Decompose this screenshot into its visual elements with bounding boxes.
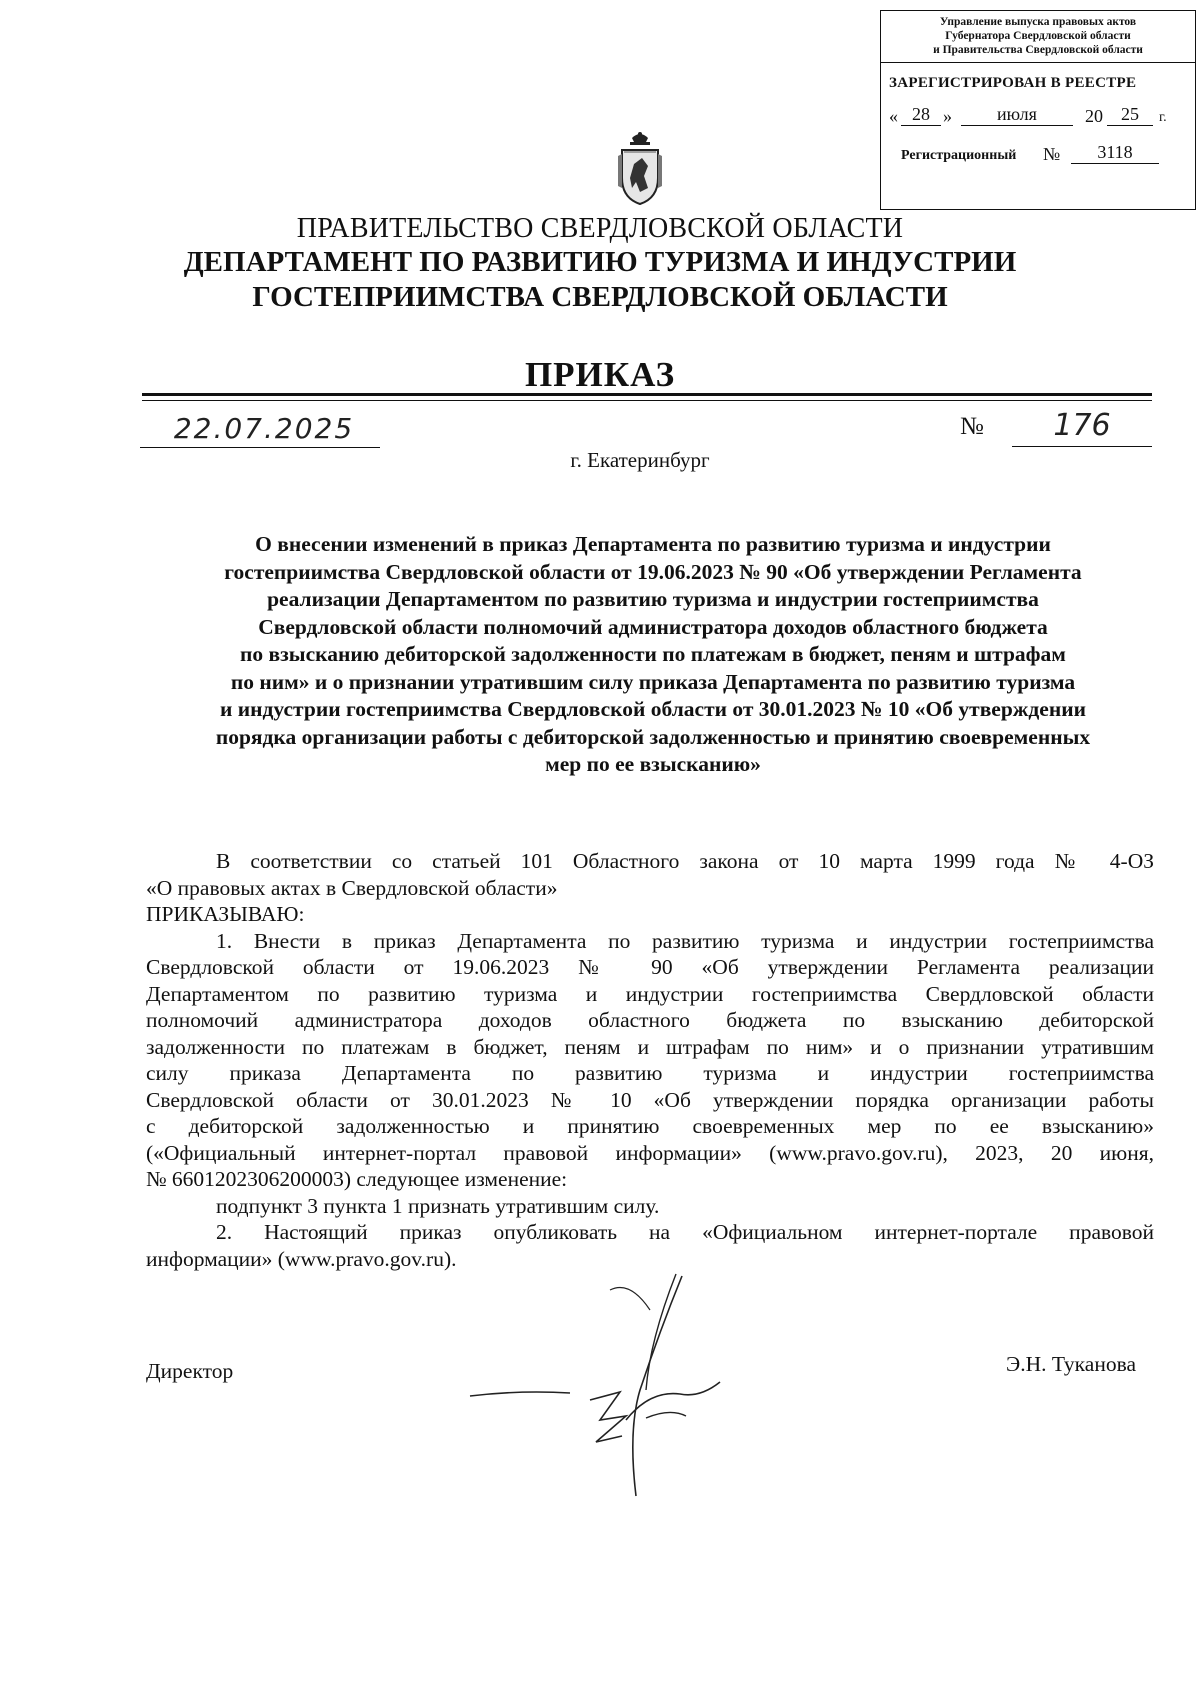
stamp-close-quote: »: [943, 106, 952, 126]
department-name-line1: ДЕПАРТАМЕНТ ПО РАЗВИТИЮ ТУРИЗМА И ИНДУСТРИИ: [183, 246, 1017, 278]
number-underline: [1012, 446, 1152, 447]
handwritten-date: 22.07.2025: [173, 412, 355, 445]
number-label: №: [960, 413, 984, 440]
item1-line: 1. Внести в приказ Департамента по развитию туризма и индустрии гостеприимства: [216, 928, 1154, 953]
item2-line: 2. Настоящий приказ опубликовать на «Официальном интернет-портале правовой: [216, 1220, 1154, 1244]
item2-line: информации» (www.pravo.gov.ru).: [146, 1246, 457, 1271]
handwritten-signature: [450, 1270, 730, 1500]
stamp-header-line: и Правительства Свердловской области: [933, 44, 1143, 56]
subject-line: Свердловской области полномочий администратора доходов областного бюджета: [258, 614, 1048, 639]
item1-line: Свердловской области от 19.06.2023 № 90 «Об утверждении Регламента реализации: [146, 955, 1154, 979]
subject-line: реализации Департаментом по развитию туризма и индустрии гостеприимства: [267, 587, 1039, 611]
registration-stamp: [880, 10, 1196, 210]
government-name: ПРАВИТЕЛЬСТВО СВЕРДЛОВСКОЙ ОБЛАСТИ: [296, 213, 904, 244]
stamp-day: 28: [901, 104, 941, 126]
order-subject: [150, 531, 1156, 779]
stamp-header-line: Управление выпуска правовых актов: [939, 16, 1137, 28]
stamp-month: июля: [961, 104, 1073, 126]
header-rule-thin: [142, 400, 1152, 401]
stamp-open-quote: «: [889, 106, 898, 126]
subject-line: и индустрии гостеприимства Свердловской области от 30.01.2023 № 10 «Об утверждении: [220, 697, 1086, 721]
item1-line: силу приказа Департамента по развитию туризма и индустрии гостеприимства: [146, 1061, 1154, 1085]
subject-line: по взысканию дебиторской задолженности по платежам в бюджет, пеням и штрафам: [240, 642, 1066, 666]
stamp-reg-label: Регистрационный: [901, 148, 1017, 163]
stamp-number-sign: №: [1043, 144, 1061, 164]
handwritten-number: 176: [1053, 408, 1111, 443]
subject-line: гостеприимства Свердловской области от 19.06.2023 № 90 «Об утверждении Регламента: [224, 559, 1082, 584]
preamble-line: В соответствии со статьей 101 Областного закона от 10 марта 1999 года № 4-ОЗ: [216, 849, 1154, 873]
stamp-header: [881, 11, 1195, 63]
stamp-year-suffix: 25: [1107, 104, 1153, 126]
stamp-year-unit: г.: [1159, 110, 1167, 125]
document-type-title: ПРИКАЗ: [524, 355, 676, 394]
stamp-date: [881, 104, 1195, 134]
item1-last-line: № 6601202306200003) следующее изменение:: [146, 1167, 568, 1191]
item1-line: («Официальный интернет-портал правовой информации» (www.pravo.gov.ru), 2023, 20 июня,: [146, 1140, 1154, 1165]
header-rule-thick: [142, 393, 1152, 396]
order-body: [146, 848, 1154, 1272]
city-name: г. Екатеринбург: [570, 448, 710, 472]
subject-line: по ним» и о признании утратившим силу приказа Департамента по развитию туризма: [230, 669, 1076, 694]
stamp-header-line: Губернатора Свердловской области: [945, 30, 1131, 42]
item1-line: с дебиторской задолженностью и принятию своевременных мер по ее взысканию»: [146, 1114, 1154, 1138]
signer-position: Директор: [146, 1359, 234, 1383]
subitem-line: подпункт 3 пункта 1 признать утратившим силу.: [216, 1193, 660, 1218]
item1-line: полномочий администратора доходов областного бюджета по взысканию дебиторской: [146, 1008, 1154, 1032]
signer-name: Э.Н. Туканова: [1006, 1352, 1136, 1376]
subject-line: порядка организации работы с дебиторской задолженностью и принятию своевременных: [215, 724, 1091, 749]
department-name-line2: ГОСТЕПРИИМСТВА СВЕРДЛОВСКОЙ ОБЛАСТИ: [252, 281, 948, 313]
item1-line: Департаментом по развитию туризма и индустрии гостеприимства Свердловской области: [146, 981, 1154, 1006]
order-word: ПРИКАЗЫВАЮ:: [146, 902, 305, 926]
coat-of-arms-emblem: [610, 128, 670, 208]
stamp-registered-label: ЗАРЕГИСТРИРОВАН В РЕЕСТРЕ: [889, 75, 1137, 91]
stamp-number-row: [881, 142, 1195, 170]
stamp-year-prefix: 20: [1085, 106, 1103, 126]
subject-line: мер по ее взысканию»: [545, 752, 761, 776]
item1-line: Свердловской области от 30.01.2023 № 10 «Об утверждении порядка организации работы: [146, 1087, 1154, 1112]
stamp-reg-number: 3118: [1071, 142, 1159, 164]
subject-line: О внесении изменений в приказ Департамента по развитию туризма и индустрии: [255, 532, 1051, 556]
preamble-line: «О правовых актах в Свердловской области»: [146, 875, 558, 900]
item1-line: задолженности по платежам в бюджет, пеням и штрафам по ним» и о признании утратившим: [146, 1034, 1154, 1059]
